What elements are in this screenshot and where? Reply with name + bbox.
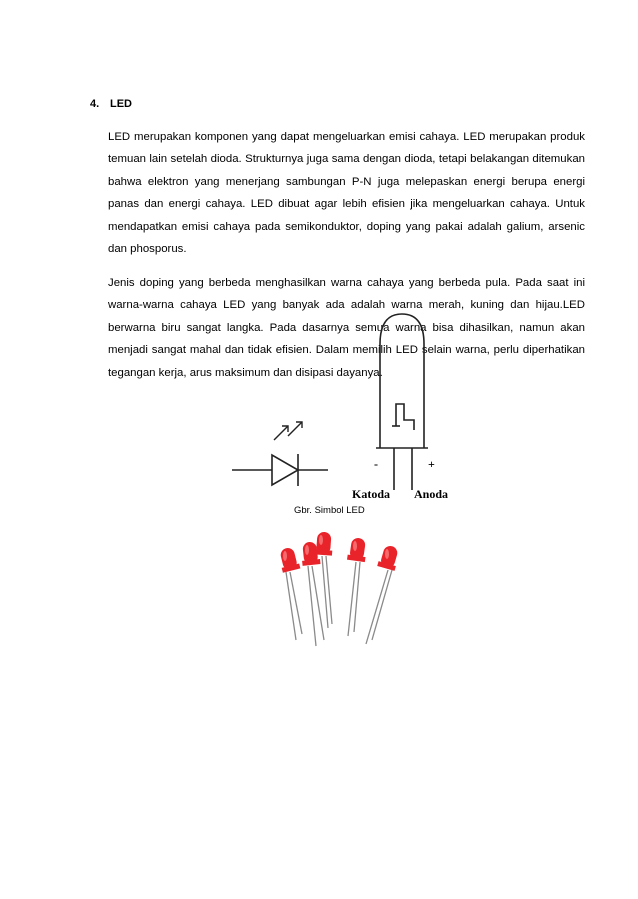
figure-caption: Gbr. Simbol LED (294, 505, 365, 516)
led-highlights (283, 535, 389, 561)
minus-sign-label: - (374, 457, 378, 471)
red-leds-photo (268, 528, 408, 656)
section-number: 4. (90, 98, 100, 110)
cathode-label: Katoda (352, 487, 391, 501)
section-title: LED (110, 98, 132, 110)
red-leds-image (268, 528, 408, 656)
led-bulbs (277, 531, 401, 572)
anode-label: Anoda (414, 487, 449, 501)
paragraph-led-doping: Jenis doping yang berbeda menghasilkan warna cahaya yang berbeda pula. Pada saat ini warna-warna cahaya LED yang banyak ada adalah warna merah, kuning dan hijau.LED berwarna biru sangat langka. Pada dasarnya semua warna bisa dihasilkan, namun akan menjadi sangat mahal dan tidak efisien. Dalam memilih LED selain warna, perlu diperhatikan tegangan kerja, arus maksimum dan disipasi dayanya. (108, 277, 585, 379)
section-heading (90, 98, 132, 110)
paragraph-led-intro: LED merupakan komponen yang dapat mengeluarkan emisi cahaya. LED merupakan produk temuan lain setelah dioda. Strukturnya juga sama dengan dioda, tetapi belakangan ditemukan bahwa elektron yang menerjang sambungan P-N juga melepaskan energi berupa energi panas dan energi cahaya. LED dibuat agar lebih efisien jika mengeluarkan cahaya. Untuk mendapatkan emisi cahaya pada semikonduktor, doping yang pakai adalah galium, arsenic dan phosporus. (108, 131, 585, 256)
led-leads (286, 556, 392, 646)
diode-symbol (232, 454, 328, 486)
led-symbol-drawing (228, 308, 468, 504)
plus-sign-label: + (428, 457, 435, 471)
led-symbol-figure (228, 308, 468, 504)
emission-arrows-icon (274, 422, 302, 440)
led-package-outline (376, 314, 428, 490)
